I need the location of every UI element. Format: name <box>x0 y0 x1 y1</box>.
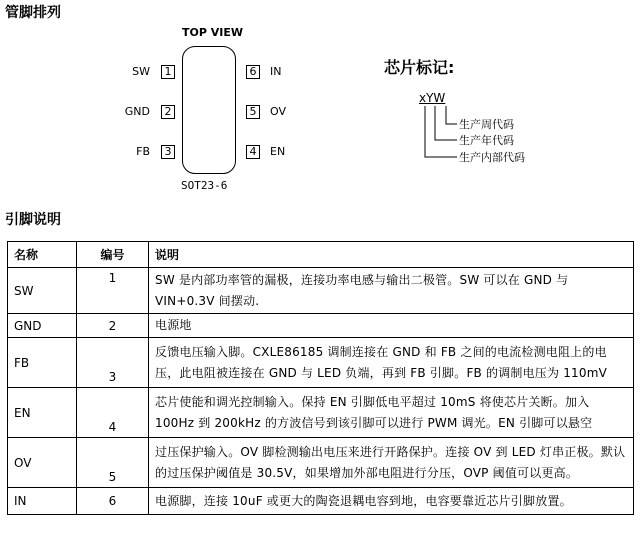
row-pin-name: GND <box>8 314 77 338</box>
pin-description-title: 引脚说明 <box>5 212 61 228</box>
marking-legend-year: 生产年代码 <box>459 134 514 147</box>
chip-marking-title: 芯片标记: <box>384 58 455 77</box>
pin-number-3: 3 <box>161 145 175 159</box>
row-pin-description: 过压保护输入。OV 脚检测输出电压来进行开路保护。连接 OV 到 LED 灯串正极。默认的过压保护阈值是 30.5V，如果增加外部电阻进行分压，OVP 阈值可以更高。 <box>149 438 634 488</box>
row-pin-description: 电源脚，连接 10uF 或更大的陶瓷退耦电容到地，电容要靠近芯片引脚放置。 <box>149 488 634 515</box>
marking-code: xYW <box>419 91 446 105</box>
row-pin-description: 芯片使能和调光控制输入。保持 EN 引脚低电平超过 10mS 将使芯片关断。加入 100Hz 到 200kHz 的方波信号到该引脚可以进行 PWM 调光。EN 引脚可以悬空 <box>149 388 634 438</box>
pin-number-4: 4 <box>246 145 260 159</box>
pin-name-sw: SW <box>132 65 150 78</box>
row-pin-name: SW <box>8 268 77 314</box>
row-pin-name: FB <box>8 338 77 388</box>
leader-line-internal <box>425 106 457 157</box>
table-row <box>8 388 634 438</box>
pin-number-2: 2 <box>161 105 175 119</box>
row-pin-number: 1 <box>77 268 149 314</box>
row-pin-number: 2 <box>77 314 149 338</box>
header-number: 编号 <box>77 242 149 268</box>
row-pin-number: 4 <box>77 388 149 438</box>
table-row <box>8 314 634 338</box>
package-name: SOT23-6 <box>181 179 228 192</box>
table-row <box>8 338 634 388</box>
header-name: 名称 <box>8 242 77 268</box>
pin-name-gnd: GND <box>124 105 150 118</box>
table-row <box>8 268 634 314</box>
pin-number-6: 6 <box>246 65 260 79</box>
table-header-row <box>8 242 634 268</box>
pin-name-ov: OV <box>270 105 286 118</box>
leader-line-week <box>446 106 457 124</box>
row-pin-name: IN <box>8 488 77 515</box>
row-pin-number: 3 <box>77 338 149 388</box>
row-pin-description: SW 是内部功率管的漏极，连接功率电感与输出二极管。SW 可以在 GND 与 VIN+0.3V 间摆动. <box>149 268 634 314</box>
row-pin-number: 5 <box>77 438 149 488</box>
table-row <box>8 438 634 488</box>
row-pin-number: 6 <box>77 488 149 515</box>
pin-number-5: 5 <box>246 105 260 119</box>
pin-name-en: EN <box>270 145 286 158</box>
header-description: 说明 <box>149 242 634 268</box>
pin-description-table <box>7 241 634 515</box>
marking-legend-week: 生产周代码 <box>459 118 514 131</box>
pin-number-1: 1 <box>161 65 175 79</box>
marking-legend-internal: 生产内部代码 <box>459 151 525 164</box>
marking-leader-lines <box>0 0 642 210</box>
row-pin-name: OV <box>8 438 77 488</box>
row-pin-description: 反馈电压输入脚。CXLE86185 调制连接在 GND 和 FB 之间的电流检测电阻上的电压，此电阻被连接在 GND 与 LED 负端，再到 FB 引脚。FB 的调制电压为 110mV <box>149 338 634 388</box>
pin-name-fb: FB <box>136 145 150 158</box>
row-pin-description: 电源地 <box>149 314 634 338</box>
pin-name-in: IN <box>270 65 282 78</box>
top-view-label: TOP VIEW <box>182 26 243 39</box>
row-pin-name: EN <box>8 388 77 438</box>
table-row <box>8 488 634 515</box>
package-diagram <box>0 0 642 210</box>
pin-arrangement-title: 管脚排列 <box>5 5 61 21</box>
